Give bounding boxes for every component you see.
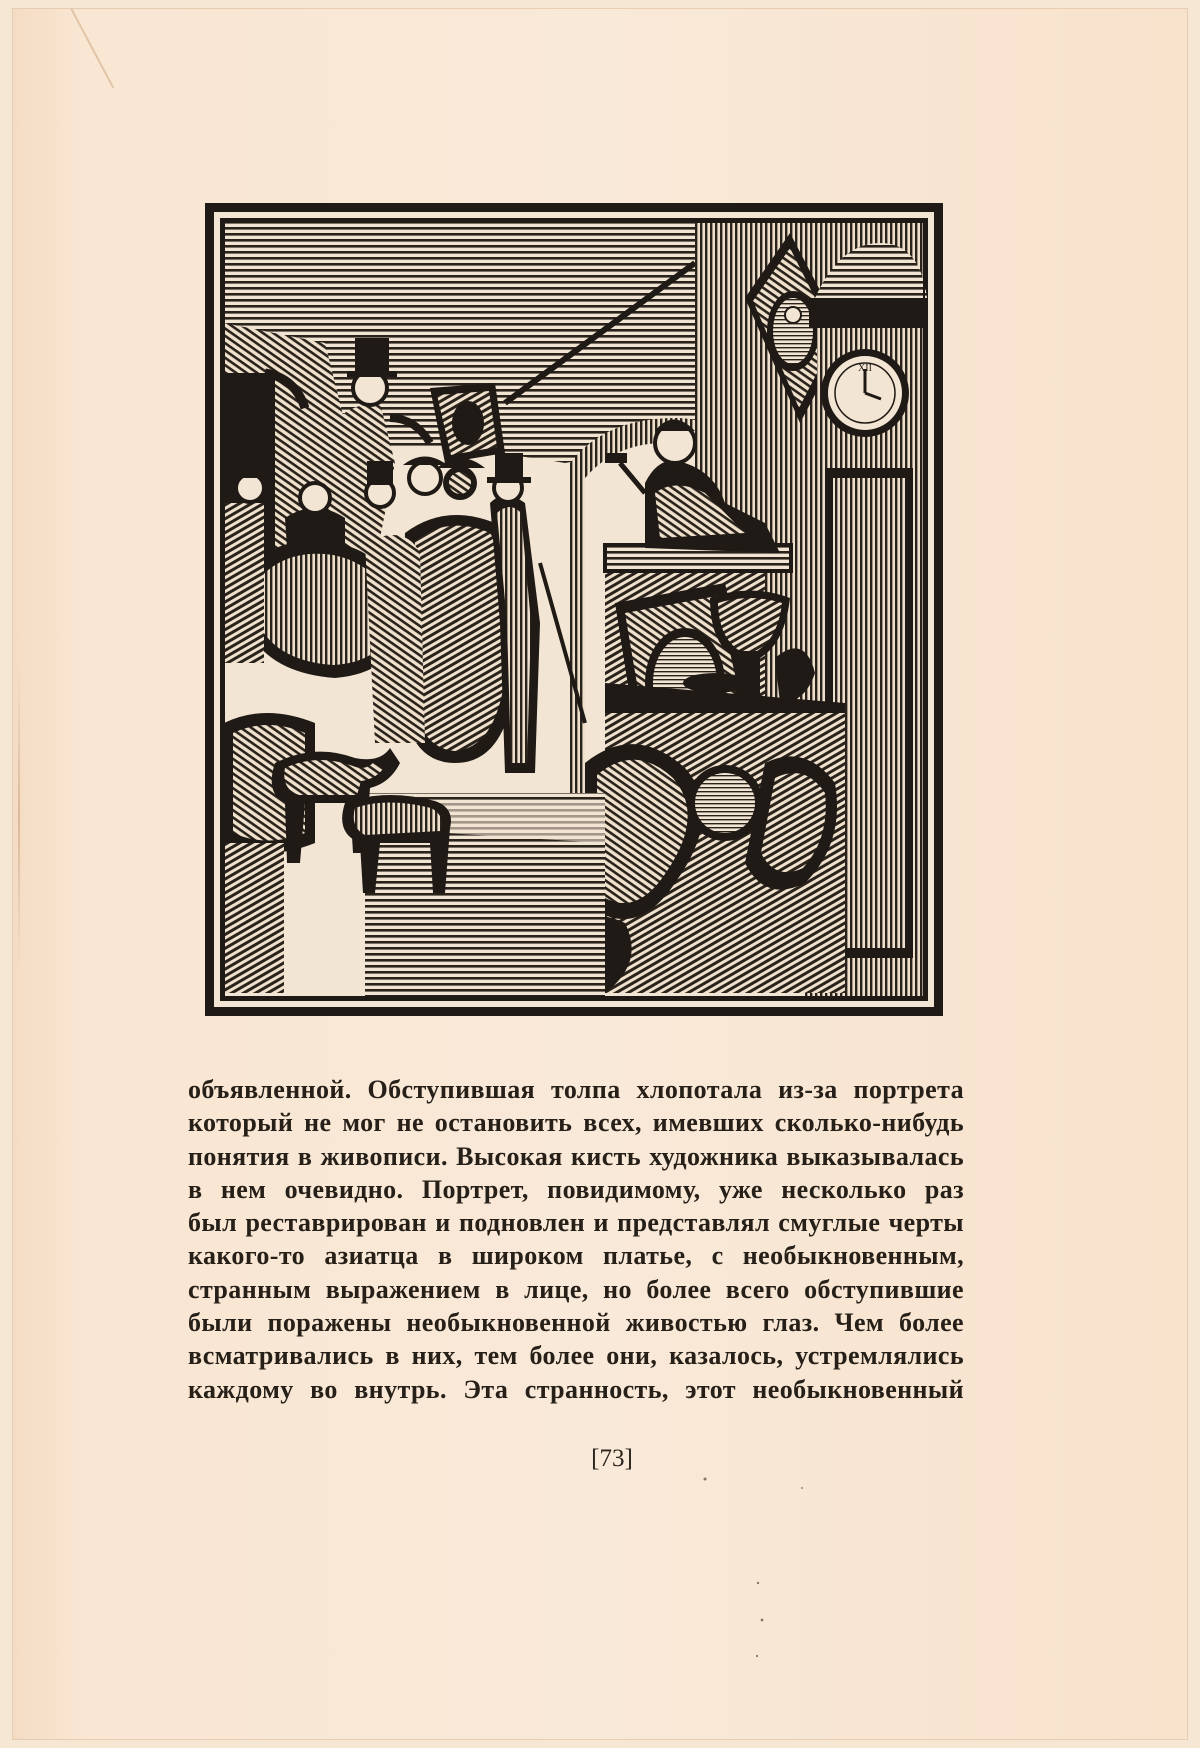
text-line: всматривались в них, тем более они, казалось, устремлялись bbox=[188, 1341, 964, 1371]
text-line: были поражены необыкновенной живостью глаз. Чем более bbox=[188, 1308, 964, 1338]
paper-specks bbox=[12, 8, 1188, 1740]
text-line: в нем очевидно. Портрет, повидимому, уже несколько раз bbox=[188, 1174, 964, 1204]
text-line: каждому во внутрь. Эта странность, этот необыкновенный bbox=[188, 1374, 964, 1404]
text-line: объявленной. Обступившая толпа хлопотала из-за портрета bbox=[188, 1075, 964, 1104]
text-line: странным выражением в лице, но более всего обступившие bbox=[188, 1274, 964, 1304]
text-line: который не мог не остановить всех, имевших сколько-нибудь bbox=[188, 1108, 964, 1138]
text-line: был реставрирован и подновлен и представлял смуглые черты bbox=[188, 1208, 964, 1238]
page-number: [73] bbox=[591, 1445, 633, 1472]
book-page bbox=[12, 8, 1188, 1740]
text-line: какого-то азиатца в широком платье, с необыкновенным, bbox=[188, 1241, 964, 1271]
text-line: понятия в живописи. Высокая кисть художника выказывалась bbox=[188, 1141, 964, 1171]
clock-numeral: XII bbox=[858, 363, 872, 374]
